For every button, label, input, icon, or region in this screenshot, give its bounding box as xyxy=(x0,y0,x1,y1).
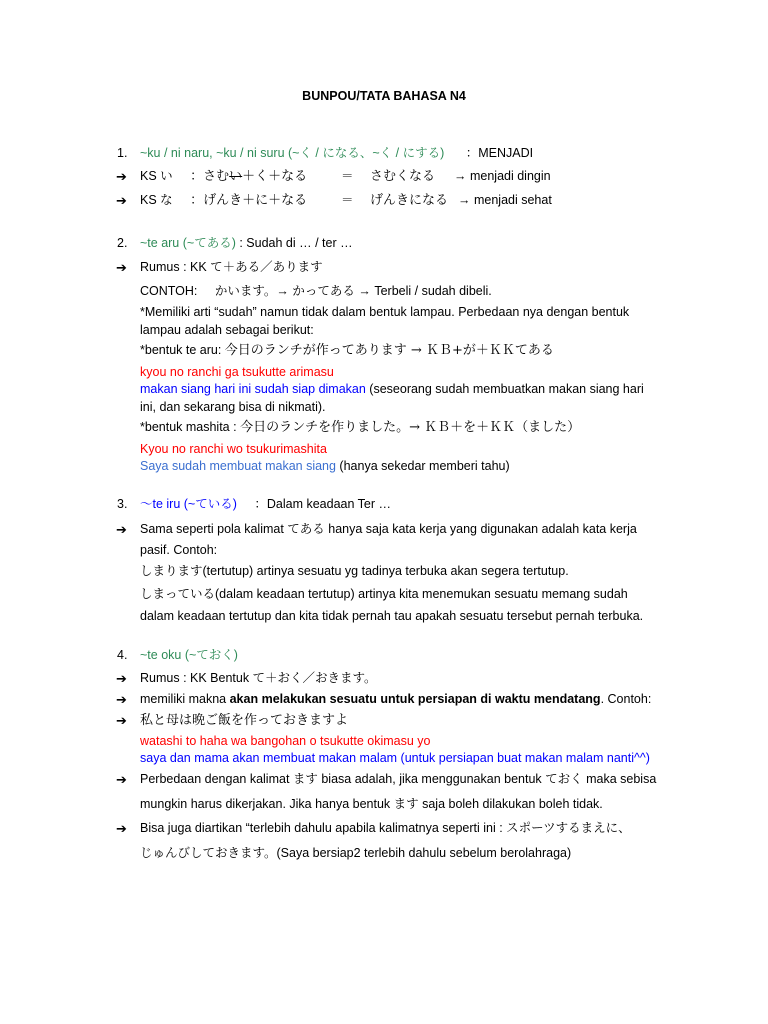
teaaru-label: *bentuk te aru: xyxy=(140,343,225,357)
section-3-heading xyxy=(140,496,391,513)
example-result: さむくなる xyxy=(370,169,436,184)
translation-blue: makan siang hari ini sudah siap dimakan xyxy=(140,382,366,396)
section-3-text: しまっている(dalam keadaan tertutup) artinya kita menemukan sesuatu memang sudah xyxy=(140,587,628,601)
translation-blue: saya dan mama akan membuat makan malam (untuk persiapan buat makan malam nanti^^) xyxy=(140,751,650,765)
example-translation: → menjadi dingin xyxy=(454,169,551,183)
contoh-label: CONTOH: xyxy=(140,284,198,298)
section-2-teaaru xyxy=(140,342,554,359)
meaning-bold: akan melakukan sesuatu untuk persiapan di waktu mendatang xyxy=(229,692,601,706)
section-1-heading xyxy=(140,145,533,162)
translation-line xyxy=(140,458,510,475)
section-2-contoh xyxy=(140,283,492,300)
translation-note: (hanya sekedar memberi tahu) xyxy=(335,459,510,473)
section-2-mashita xyxy=(140,419,580,436)
section-4-text: Bisa juga diartikan “terlebih dahulu apabila kalimatnya seperti ini : スポーツするまえに、 xyxy=(140,821,631,835)
arrow-icon: ➔ xyxy=(116,821,127,836)
arrow-icon: ➔ xyxy=(116,169,127,184)
section-4-text: mungkin harus dikerjakan. Jika hanya bentuk ます saja boleh dilakukan boleh tidak. xyxy=(140,797,603,811)
section-4-number: 4. xyxy=(117,648,128,662)
example-suffix: ＋く＋なる xyxy=(242,169,308,184)
section-2-paragraph: lampau adalah sebagai berikut: xyxy=(140,323,314,337)
romaji-example: Kyou no ranchi wo tsukurimashita xyxy=(140,442,327,456)
section-3-text: pasif. Contoh: xyxy=(140,543,218,557)
section-3-pattern: 〜te iru (~ている) xyxy=(140,497,237,511)
example-base: ：げんき＋に＋なる xyxy=(190,193,308,208)
example-translation: → menjadi sehat xyxy=(458,193,552,207)
section-3-meaning: ：Dalam keadaan Ter … xyxy=(254,497,392,511)
example-label: KS い xyxy=(140,169,173,183)
page-title: BUNPOU/TATA BAHASA N4 xyxy=(302,89,466,103)
section-1-example-2 xyxy=(140,192,552,209)
arrow-icon: ➔ xyxy=(116,692,127,707)
romaji-example: kyou no ranchi ga tsukutte arimasu xyxy=(140,365,334,379)
section-1-example-1 xyxy=(140,168,551,185)
example-result: げんきになる xyxy=(370,193,449,208)
section-1-meaning: ：MENJADI xyxy=(465,146,534,160)
section-3-text: dalam keadaan tertutup dan kita tidak pernah tau apakah sesuatu tersebut pernah terbuka. xyxy=(140,609,644,623)
section-4-text: Perbedaan dengan kalimat ます biasa adalah, jika menggunakan bentuk ておく maka sebisa xyxy=(140,772,657,786)
section-4-pattern: ~te oku (~ておく) xyxy=(140,648,238,662)
section-3-text: Sama seperti pola kalimat てある hanya saja kata kerja yang digunakan adalah kata kerja xyxy=(140,522,637,536)
section-2-pattern: ~te aru (~てある) xyxy=(140,236,236,250)
section-2-meaning: : Sudah di … / ter … xyxy=(239,236,353,250)
mashita-label: *bentuk mashita : xyxy=(140,420,241,434)
section-4-text: じゅんびしておきます。(Saya bersiap2 terlebih dahulu sebelum berolahraga) xyxy=(140,846,572,860)
teaaru-example: 今日のランチが作ってあります → ＫＢ+が＋ＫＫてある xyxy=(224,343,554,358)
section-4-rumus: Rumus : KK Bentuk て＋おく／おきます。 xyxy=(140,671,377,685)
arrow-icon: ➔ xyxy=(116,193,127,208)
translation-blue: Saya sudah membuat makan siang xyxy=(140,459,336,473)
section-3-number: 3. xyxy=(117,497,128,511)
example-base: ：さむ xyxy=(190,169,230,184)
section-2-paragraph: *Memiliki arti “sudah” namun tidak dalam bentuk lampau. Perbedaan nya dengan bentuk xyxy=(140,305,630,319)
meaning-intro: memiliki makna xyxy=(140,692,230,706)
section-1-pattern: ~ku / ni naru, ~ku / ni suru (~く / になる、~く / にする) xyxy=(140,146,445,160)
meaning-rest: . Contoh: xyxy=(600,692,652,706)
section-2-number: 2. xyxy=(117,236,128,250)
romaji-example: watashi to haha wa bangohan o tsukutte okimasu yo xyxy=(140,734,431,748)
contoh-text: かいます。→ かってある → Terbeli / sudah dibeli. xyxy=(214,284,492,298)
translation-line-continued: ini, dan sekarang bisa di nikmati). xyxy=(140,400,326,414)
arrow-icon: ➔ xyxy=(116,772,127,787)
arrow-icon: ➔ xyxy=(116,260,127,275)
translation-line xyxy=(140,381,644,398)
example-struck: い xyxy=(229,169,243,184)
arrow-icon: ➔ xyxy=(116,522,127,537)
equals-sign: ＝ xyxy=(341,169,354,183)
translation-note: (seseorang sudah membuatkan makan siang hari xyxy=(365,382,644,396)
section-2-rumus: Rumus : KK て＋ある／あります xyxy=(140,260,323,274)
section-2-heading xyxy=(140,235,353,252)
section-3-text: しまります(tertutup) artinya sesuatu yg tadinya terbuka akan segera tertutup. xyxy=(140,564,569,578)
section-1-number: 1. xyxy=(117,146,128,160)
section-4-example-jp: 私と母は晩ご飯を作っておきますよ xyxy=(140,713,349,728)
section-4-meaning xyxy=(140,691,651,708)
equals-sign: ＝ xyxy=(341,193,354,207)
arrow-icon: ➔ xyxy=(116,671,127,686)
example-label: KS な xyxy=(140,193,173,207)
arrow-icon: ➔ xyxy=(116,713,127,728)
mashita-example: 今日のランチを作りました。→ ＫＢ＋を＋ＫＫ（ました） xyxy=(240,420,581,435)
